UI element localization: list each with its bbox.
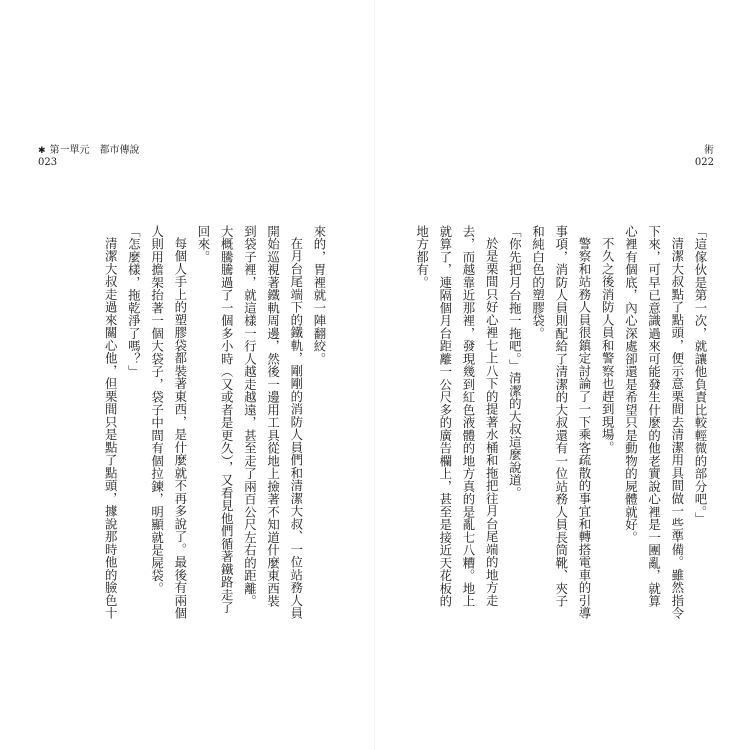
paragraph: 來的，胃裡就一陣翻絞。 xyxy=(312,225,327,366)
paragraph: 警察和站務人員很鎮定討論了一下乘客疏散的事宜和轉搭電車的引導事項，消防人員則配給了清潔的大叔還有一位站務人員長筒靴、夾子和純白色的塑膠袋。 xyxy=(530,225,592,620)
right-page-header xyxy=(695,145,714,169)
paragraph: 於是栗間只好心裡七上八下的提著水桶和拖把往月台尾端的地方走去，而越靠近那裡，發現幾到紅色液體的地方真的是亂七八糟。地上就算了，連隔個月台距離一公尺多的廣告欄上，甚至是接近天花板的地方都有。 xyxy=(414,225,500,608)
paragraph: 不久之後消防人員和警察也趕到現場。 xyxy=(600,237,616,455)
page-gutter xyxy=(374,0,376,750)
paragraph: 每個人手上的塑膠袋都裝著東西，是什麼就不再多說了。最後有兩個人則用擔架抬著一個大袋子，袋子中間有個拉鍊，明顯就是屍袋。 xyxy=(149,225,188,620)
paragraph: 「你先把月台拖一拖吧。」清潔的大叔這麼說道。 xyxy=(507,225,523,500)
right-page-number: 022 xyxy=(694,157,714,168)
paragraph: 清潔大叔點了點頭，便示意栗間去清潔用具間做一些準備。雖然指令下來，可早已意識過來可能發生什麼的他老實說心裡是一團亂，就算心裡有個底，內心深處卻還是希望只是動物的屍體就好。 xyxy=(623,225,685,620)
left-page-number: 023 xyxy=(38,157,58,168)
paragraph: 在月台尾端下的鐵軌，剛剛的消防人員們和清潔大叔、一位站務人員開始巡視著鐵軌周邊，然後一邊用工具從地上撿著不知道什麼東西裝到袋子裡，就這樣一行人越走越遠，甚至走了兩百公尺左右的距離。大概騰騰過了一個多小時（又或者是更久），又看見他們循著鐵路走了回來。 xyxy=(195,225,304,620)
paragraph: 「這傢伙是第一次，就讓他負責比較輕微的部分吧。」 xyxy=(693,225,708,525)
spider-ornament-icon: ✱ xyxy=(38,146,46,156)
right-page-body xyxy=(410,225,712,620)
paragraph: 清潔大叔走過來關心他，但栗間只是點了點頭，據說那時他的臉色十 xyxy=(103,237,119,620)
left-page-body xyxy=(97,225,331,620)
chapter-title: 第一單元 都市傳說 xyxy=(49,145,140,156)
left-page-header xyxy=(38,145,140,169)
paragraph: 「怎麼樣，拖乾淨了嗎？」 xyxy=(126,225,142,378)
running-title: 術 xyxy=(704,145,714,156)
